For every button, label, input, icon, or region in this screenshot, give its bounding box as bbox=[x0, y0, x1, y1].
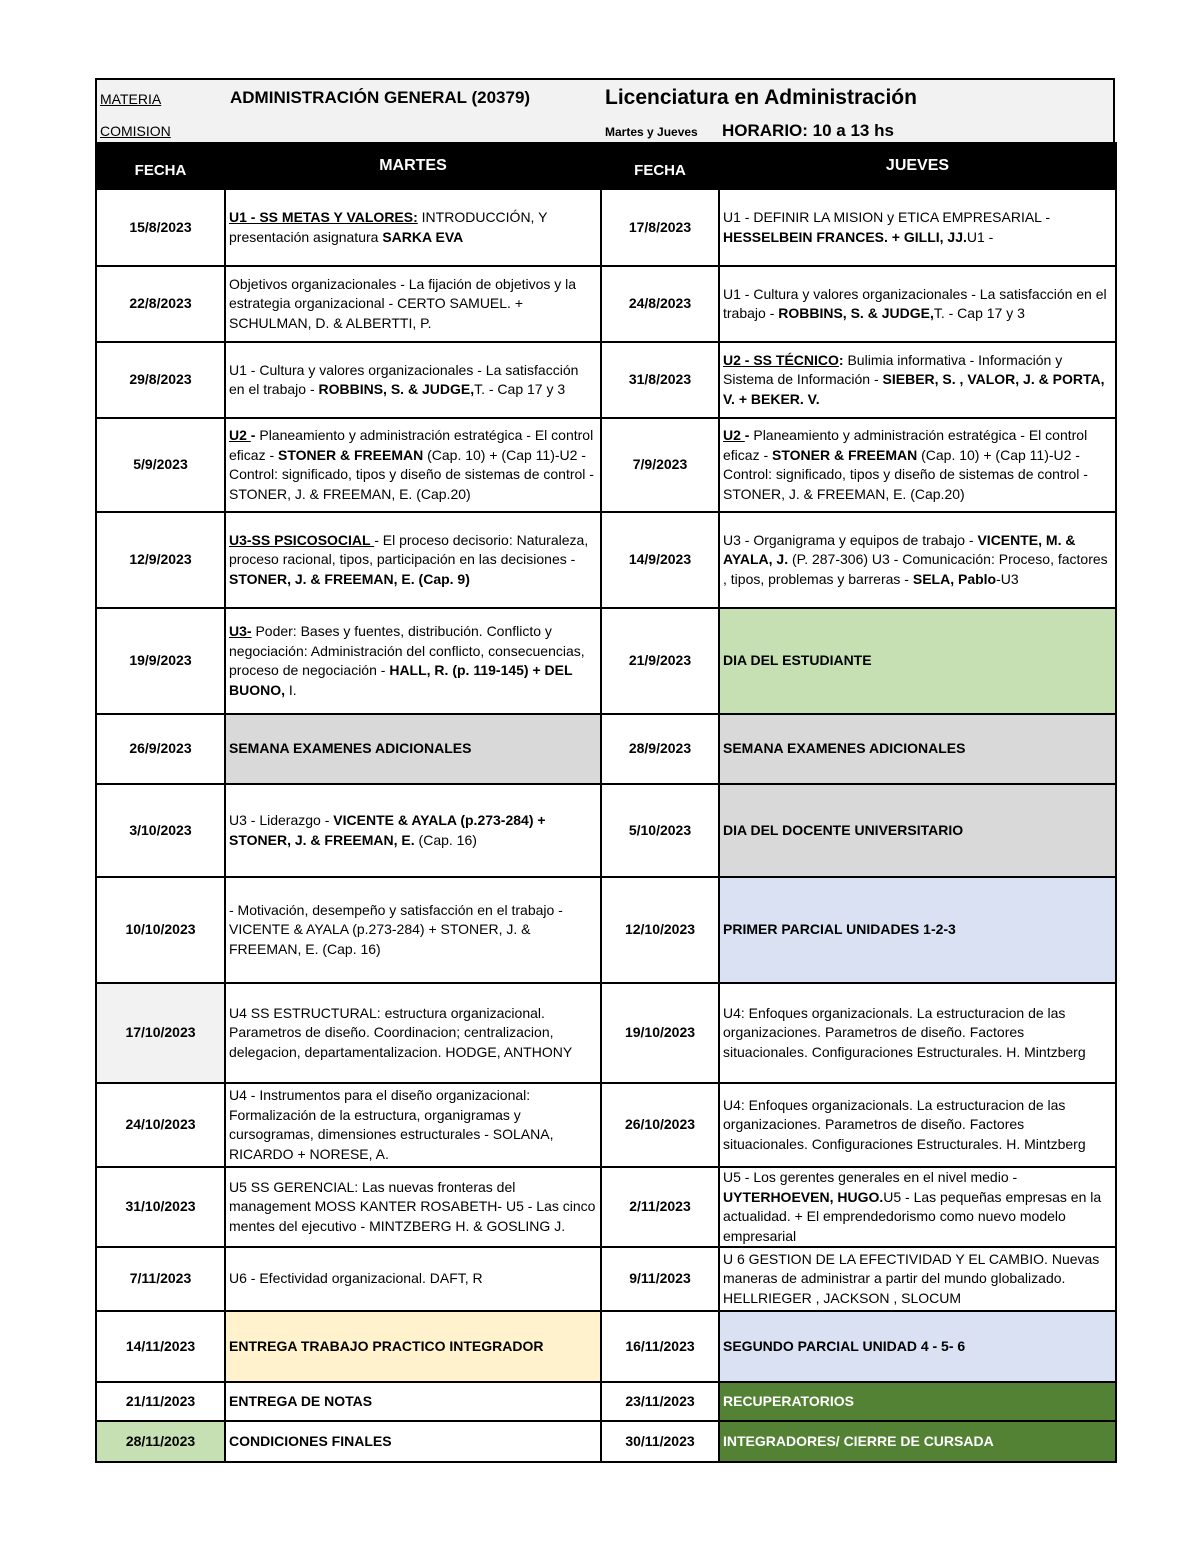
text-segment: U1 - bbox=[966, 228, 994, 245]
table-row bbox=[96, 266, 1116, 342]
jueves-cell bbox=[719, 1247, 1116, 1311]
date-cell: 21/9/2023 bbox=[601, 608, 719, 714]
jueves-cell bbox=[719, 418, 1116, 512]
text-segment: HALL, R. (p. 119-145) + DEL BUONO, bbox=[229, 662, 573, 698]
table-row bbox=[96, 1311, 1116, 1382]
text-segment: U4: Enfoques organizacionals. La estructuracion de las organizaciones. Parametros de diseño. Factores situacionales. Configuraciones Estructurales. H. Mintzberg bbox=[723, 1004, 1086, 1060]
text-segment: ROBBINS, S. & JUDGE, bbox=[778, 305, 934, 321]
table-row bbox=[96, 784, 1116, 877]
text-segment: U6 - Efectividad organizacional. DAFT, R bbox=[229, 1270, 483, 1287]
table-row bbox=[96, 1083, 1116, 1167]
header-block bbox=[95, 78, 1115, 142]
table-row bbox=[96, 714, 1116, 784]
text-segment: STONER, J. & FREEMAN, E. (Cap. 9) bbox=[229, 570, 470, 587]
text-segment: U4 SS ESTRUCTURAL: estructura organizacional. Parametros de diseño. Coordinacion; centralizacion, delegacion, departamentalizacion. HODGE, ANTHONY bbox=[229, 1004, 573, 1060]
martes-cell bbox=[225, 189, 601, 266]
schedule-label: HORARIO: 10 a 13 hs bbox=[722, 121, 894, 140]
col-fecha-1: FECHA bbox=[96, 143, 225, 189]
martes-cell bbox=[225, 877, 601, 983]
jueves-cell bbox=[719, 512, 1116, 608]
jueves-cell bbox=[719, 1382, 1116, 1421]
schedule-sheet bbox=[95, 78, 1115, 1463]
jueves-cell bbox=[719, 1311, 1116, 1382]
text-segment: : bbox=[838, 351, 848, 368]
text-segment: U1 - SS METAS Y VALORES: bbox=[229, 209, 418, 225]
martes-cell bbox=[225, 512, 601, 608]
text-segment: Planeamiento y administración estratégica - El control eficaz - bbox=[723, 427, 1088, 463]
text-segment: STONER & FREEMAN bbox=[278, 446, 424, 463]
date-cell: 2/11/2023 bbox=[601, 1167, 719, 1247]
text-segment: Planeamiento y administración estratégica - El control eficaz - bbox=[229, 427, 594, 463]
date-cell: 19/10/2023 bbox=[601, 983, 719, 1083]
date-cell: 7/9/2023 bbox=[601, 418, 719, 512]
text-segment: U1 - Cultura y valores organizacionales - La satisfacción en el trabajo - bbox=[723, 285, 1107, 321]
date-cell: 30/11/2023 bbox=[601, 1421, 719, 1462]
text-segment: STONER & FREEMAN bbox=[772, 446, 918, 463]
martes-cell bbox=[225, 608, 601, 714]
date-cell: 19/9/2023 bbox=[96, 608, 225, 714]
date-cell: 15/8/2023 bbox=[96, 189, 225, 266]
jueves-cell bbox=[719, 1167, 1116, 1247]
text-segment: U5 - Los gerentes generales en el nivel medio - bbox=[723, 1169, 1018, 1185]
text-segment: PRIMER PARCIAL UNIDADES 1-2-3 bbox=[723, 921, 956, 938]
date-cell: 12/9/2023 bbox=[96, 512, 225, 608]
materia-label: MATERIA bbox=[100, 91, 162, 107]
text-segment: SELA, Pablo bbox=[912, 570, 997, 587]
text-segment: (Cap. 10) + (Cap 11)-U2 - Control: significado, tipos y diseño de sistemas de control - STONER, J. & FREEMAN, E. (Cap.20) bbox=[723, 446, 1088, 502]
table-row bbox=[96, 1382, 1116, 1421]
text-segment: U3-SS PSICOSOCIAL bbox=[229, 531, 375, 548]
text-segment: U4 - Instrumentos para el diseño organizacional: Formalización de la estructura, organigramas y cursogramas, dimensiones estructurales - SOLANA, RICARDO + NORESE, A. bbox=[229, 1087, 554, 1162]
text-segment: U5 - Las pequeñas empresas en la actualidad. + El emprendedorismo como nuevo modelo empresarial bbox=[723, 1188, 1102, 1244]
schedule-table bbox=[95, 142, 1117, 1463]
text-segment: U2 bbox=[723, 427, 745, 443]
days-label: Martes y Jueves bbox=[605, 125, 698, 139]
jueves-cell bbox=[719, 1083, 1116, 1167]
text-segment: - bbox=[250, 427, 260, 443]
date-cell: 26/10/2023 bbox=[601, 1083, 719, 1167]
jueves-cell bbox=[719, 342, 1116, 418]
text-segment: Bulimia informativa - Información y Sistema de Información - bbox=[723, 351, 1063, 388]
date-cell: 14/11/2023 bbox=[96, 1311, 225, 1382]
date-cell: 31/8/2023 bbox=[601, 342, 719, 418]
text-segment: INTRODUCCIÓN, Y presentación asignatura bbox=[229, 209, 548, 245]
text-segment: SEGUNDO PARCIAL UNIDAD 4 - 5- 6 bbox=[723, 1337, 966, 1354]
jueves-cell bbox=[719, 877, 1116, 983]
martes-cell bbox=[225, 266, 601, 342]
degree-title: Licenciatura en Administración bbox=[605, 86, 917, 109]
text-segment: T. - Cap 17 y 3 bbox=[474, 381, 566, 397]
table-row bbox=[96, 342, 1116, 418]
text-segment: - El proceso decisorio: Naturaleza, proceso racional, tipos, participación en las decisiones - bbox=[229, 531, 589, 568]
text-segment: U5 SS GERENCIAL: Las nuevas fronteras del management MOSS KANTER ROSABETH- U5 - Las cinco mentes del ejecutivo - MINTZBERG H. & GOSLING J. bbox=[229, 1178, 596, 1234]
text-segment: SARKA EVA bbox=[382, 228, 464, 245]
text-segment: - bbox=[744, 427, 754, 443]
date-cell: 24/8/2023 bbox=[601, 266, 719, 342]
table-header-row bbox=[96, 143, 1116, 189]
text-segment: CONDICIONES FINALES bbox=[229, 1432, 392, 1449]
comision-label: COMISION bbox=[100, 123, 171, 139]
text-segment: INTEGRADORES/ CIERRE DE CURSADA bbox=[723, 1432, 994, 1449]
text-segment: U3 - Liderazgo - bbox=[229, 812, 334, 828]
text-segment: HESSELBEIN FRANCES. + GILLI, JJ. bbox=[723, 228, 967, 245]
text-segment: DIA DEL ESTUDIANTE bbox=[723, 652, 872, 669]
date-cell: 16/11/2023 bbox=[601, 1311, 719, 1382]
text-segment: U3 - Organigrama y equipos de trabajo - bbox=[723, 531, 978, 548]
table-row bbox=[96, 877, 1116, 983]
text-segment: (P. 287-306) U3 - Comunicación: Proceso, factores , tipos, problemas y barreras - bbox=[723, 551, 1108, 587]
text-segment: ROBBINS, S. & JUDGE, bbox=[318, 381, 475, 397]
date-cell: 29/8/2023 bbox=[96, 342, 225, 418]
text-segment: ENTREGA TRABAJO PRACTICO INTEGRADOR bbox=[229, 1337, 544, 1354]
martes-cell bbox=[225, 1382, 601, 1421]
text-segment: (Cap. 16) bbox=[414, 831, 477, 848]
text-segment: VICENTE & AYALA (p.273-284) + STONER, J. & FREEMAN, E. bbox=[229, 812, 546, 848]
jueves-cell bbox=[719, 714, 1116, 784]
text-segment: SEMANA EXAMENES ADICIONALES bbox=[723, 740, 966, 757]
jueves-cell bbox=[719, 983, 1116, 1083]
date-cell: 5/10/2023 bbox=[601, 784, 719, 877]
martes-cell bbox=[225, 1083, 601, 1167]
text-segment: UYTERHOEVEN, HUGO. bbox=[723, 1188, 884, 1205]
text-segment: SEMANA EXAMENES ADICIONALES bbox=[229, 740, 472, 757]
text-segment: U4: Enfoques organizacionals. La estructuracion de las organizaciones. Parametros de diseño. Factores situacionales. Configuraciones Estructurales. H. Mintzberg bbox=[723, 1096, 1086, 1152]
date-cell: 23/11/2023 bbox=[601, 1382, 719, 1421]
text-segment: U 6 GESTION DE LA EFECTIVIDAD Y EL CAMBIO. Nuevas maneras de administrar a partir del mundo globalizado. HELLRIEGER , JACKSON , SLOCUM bbox=[723, 1250, 1100, 1306]
date-cell: 28/11/2023 bbox=[96, 1421, 225, 1462]
text-segment: Objetivos organizacionales - La fijación de objetivos y la estrategia organizacional - CERTO SAMUEL. + SCHULMAN, D. & ALBERTTI, P. bbox=[229, 275, 577, 331]
text-segment: U1 - Cultura y valores organizacionales - La satisfacción en el trabajo - bbox=[229, 361, 579, 397]
table-row bbox=[96, 1421, 1116, 1462]
text-segment: U2 - SS TÉCNICO bbox=[723, 351, 839, 368]
text-segment: RECUPERATORIOS bbox=[723, 1392, 854, 1409]
text-segment: (Cap. 10) + (Cap 11)-U2 - Control: significado, tipos y diseño de sistemas de control - STONER, J. & FREEMAN, E. (Cap.20) bbox=[229, 446, 594, 502]
col-jueves: JUEVES bbox=[719, 143, 1116, 189]
text-segment: Poder: Bases y fuentes, distribución. Conflicto y negociación: Administración del conflicto, consecuencias, proceso de negociación - bbox=[229, 623, 585, 678]
subject-title: ADMINISTRACIÓN GENERAL (20379) bbox=[230, 88, 531, 107]
date-cell: 22/8/2023 bbox=[96, 266, 225, 342]
col-martes: MARTES bbox=[225, 143, 601, 189]
date-cell: 17/10/2023 bbox=[96, 983, 225, 1083]
text-segment: U2 bbox=[229, 427, 251, 443]
jueves-cell bbox=[719, 784, 1116, 877]
text-segment: - Motivación, desempeño y satisfacción en el trabajo - VICENTE & AYALA (p.273-284) + STONER, J. & FREEMAN, E. (Cap. 16) bbox=[229, 901, 563, 957]
martes-cell bbox=[225, 714, 601, 784]
martes-cell bbox=[225, 418, 601, 512]
martes-cell bbox=[225, 983, 601, 1083]
table-row bbox=[96, 1167, 1116, 1247]
martes-cell bbox=[225, 784, 601, 877]
text-segment: VICENTE, M. & AYALA, J. bbox=[723, 531, 1076, 568]
text-segment: DIA DEL DOCENTE UNIVERSITARIO bbox=[723, 821, 964, 838]
date-cell: 28/9/2023 bbox=[601, 714, 719, 784]
date-cell: 9/11/2023 bbox=[601, 1247, 719, 1311]
martes-cell bbox=[225, 342, 601, 418]
date-cell: 7/11/2023 bbox=[96, 1247, 225, 1311]
date-cell: 14/9/2023 bbox=[601, 512, 719, 608]
martes-cell bbox=[225, 1247, 601, 1311]
date-cell: 21/11/2023 bbox=[96, 1382, 225, 1421]
text-segment: -U3 bbox=[996, 570, 1019, 587]
jueves-cell bbox=[719, 189, 1116, 266]
table-row bbox=[96, 1247, 1116, 1311]
table-row bbox=[96, 189, 1116, 266]
date-cell: 26/9/2023 bbox=[96, 714, 225, 784]
date-cell: 5/9/2023 bbox=[96, 418, 225, 512]
date-cell: 3/10/2023 bbox=[96, 784, 225, 877]
table-row bbox=[96, 512, 1116, 608]
martes-cell bbox=[225, 1421, 601, 1462]
martes-cell bbox=[225, 1167, 601, 1247]
text-segment: U1 - DEFINIR LA MISION y ETICA EMPRESARIAL - bbox=[723, 209, 1050, 225]
col-fecha-2: FECHA bbox=[601, 143, 719, 189]
text-segment: U3- bbox=[229, 623, 252, 639]
table-row bbox=[96, 418, 1116, 512]
text-segment: ENTREGA DE NOTAS bbox=[229, 1392, 373, 1409]
text-segment: I. bbox=[285, 681, 297, 698]
date-cell: 24/10/2023 bbox=[96, 1083, 225, 1167]
date-cell: 12/10/2023 bbox=[601, 877, 719, 983]
date-cell: 10/10/2023 bbox=[96, 877, 225, 983]
jueves-cell bbox=[719, 608, 1116, 714]
jueves-cell bbox=[719, 1421, 1116, 1462]
table-row bbox=[96, 983, 1116, 1083]
jueves-cell bbox=[719, 266, 1116, 342]
table-row bbox=[96, 608, 1116, 714]
text-segment: SIEBER, S. , VALOR, J. & PORTA, V. + BEKER. V. bbox=[723, 371, 1105, 407]
date-cell: 31/10/2023 bbox=[96, 1167, 225, 1247]
text-segment: T. - Cap 17 y 3 bbox=[933, 305, 1025, 321]
martes-cell bbox=[225, 1311, 601, 1382]
date-cell: 17/8/2023 bbox=[601, 189, 719, 266]
